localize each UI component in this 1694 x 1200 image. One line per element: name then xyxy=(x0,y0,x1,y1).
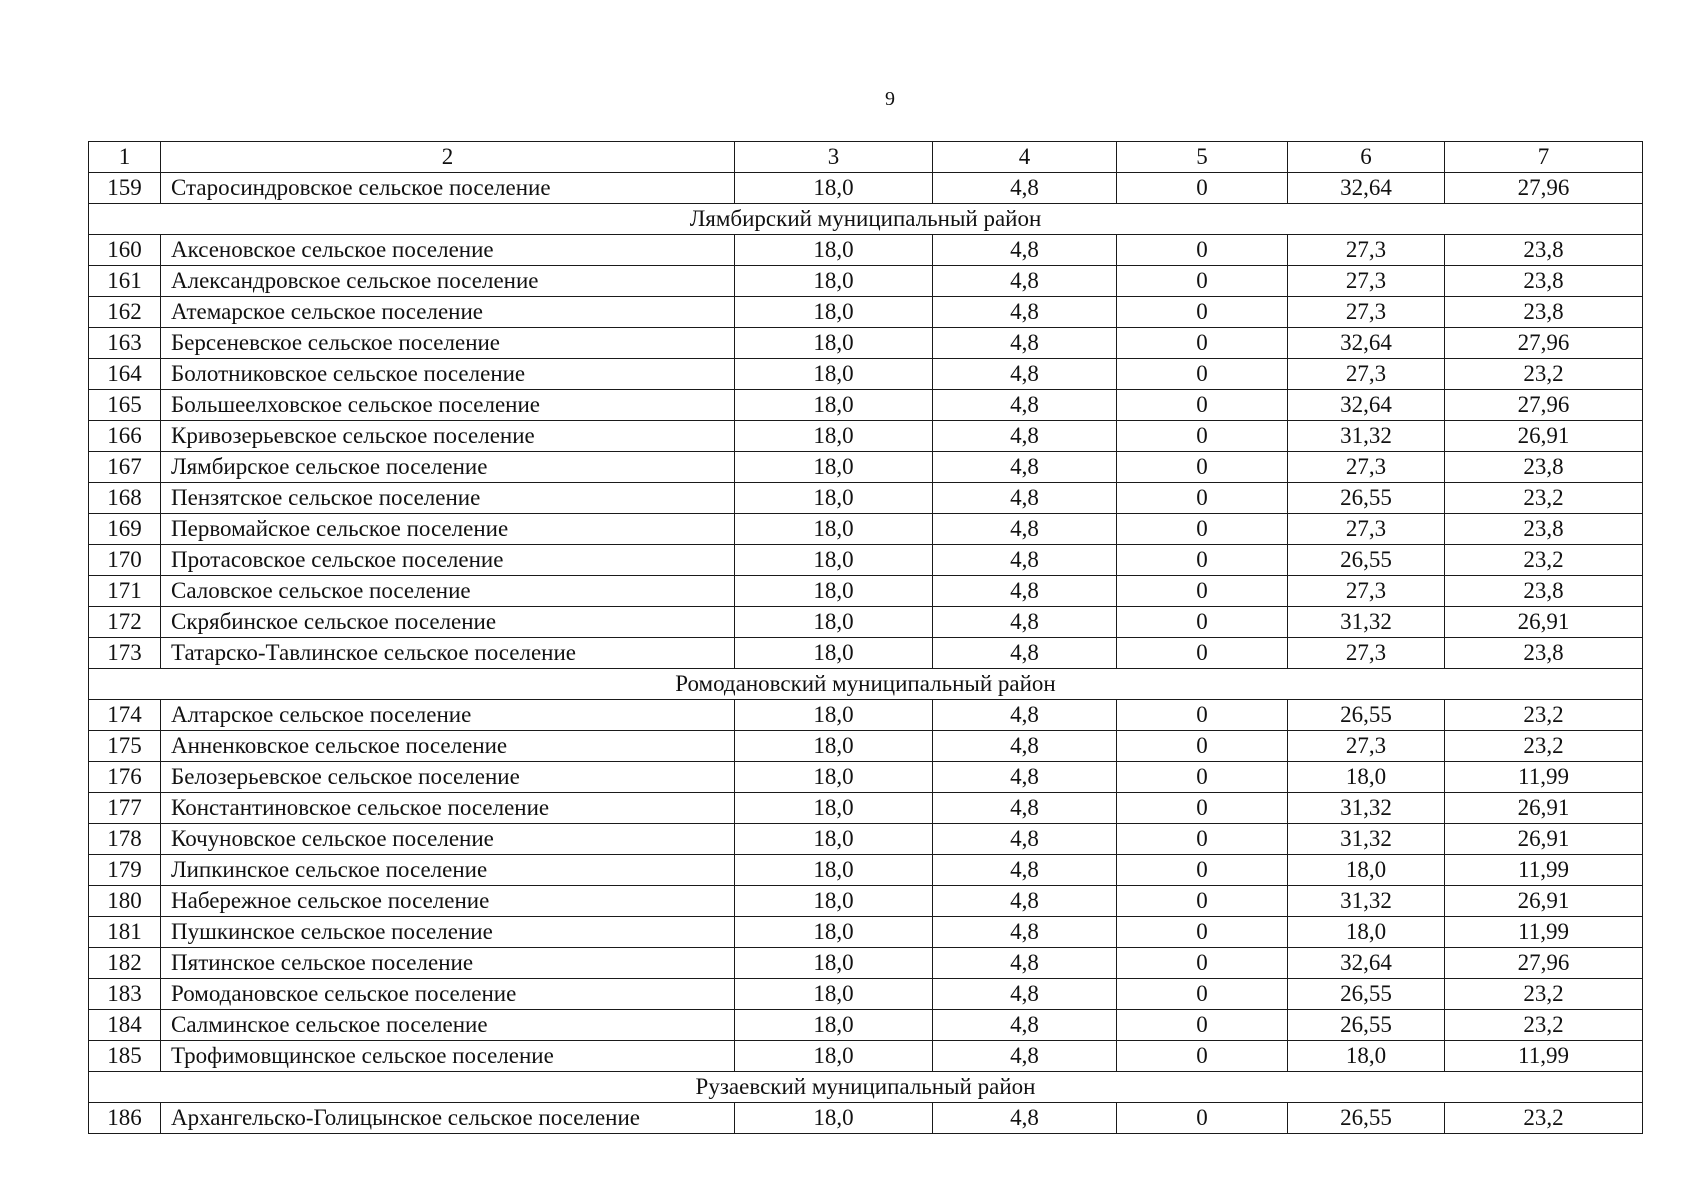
value-cell-col4: 4,8 xyxy=(933,1010,1117,1041)
row-number-cell: 185 xyxy=(89,1041,161,1072)
table-row xyxy=(89,855,1643,886)
settlement-name-cell: Скрябинское сельское поселение xyxy=(161,607,735,638)
value-cell-col6: 31,32 xyxy=(1288,886,1445,917)
value-cell-col5: 0 xyxy=(1117,700,1288,731)
settlements-table xyxy=(88,141,1643,1134)
settlement-name-cell: Старосиндровское сельское поселение xyxy=(161,173,735,204)
value-cell-col4: 4,8 xyxy=(933,731,1117,762)
value-cell-col5: 0 xyxy=(1117,607,1288,638)
settlement-name-cell: Татарско-Тавлинское сельское поселение xyxy=(161,638,735,669)
value-cell-col6: 31,32 xyxy=(1288,607,1445,638)
value-cell-col3: 18,0 xyxy=(735,421,933,452)
row-number-cell: 163 xyxy=(89,328,161,359)
value-cell-col3: 18,0 xyxy=(735,390,933,421)
header-cell: 1 xyxy=(89,142,161,173)
value-cell-col4: 4,8 xyxy=(933,266,1117,297)
value-cell-col5: 0 xyxy=(1117,483,1288,514)
value-cell-col5: 0 xyxy=(1117,235,1288,266)
row-number-cell: 181 xyxy=(89,917,161,948)
value-cell-col4: 4,8 xyxy=(933,855,1117,886)
settlement-name-cell: Набережное сельское поселение xyxy=(161,886,735,917)
row-number-cell: 159 xyxy=(89,173,161,204)
table-row xyxy=(89,700,1643,731)
table-row xyxy=(89,979,1643,1010)
value-cell-col3: 18,0 xyxy=(735,452,933,483)
value-cell-col5: 0 xyxy=(1117,173,1288,204)
value-cell-col3: 18,0 xyxy=(735,266,933,297)
row-number-cell: 174 xyxy=(89,700,161,731)
row-number-cell: 162 xyxy=(89,297,161,328)
settlement-name-cell: Александровское сельское поселение xyxy=(161,266,735,297)
table-row xyxy=(89,452,1643,483)
row-number-cell: 178 xyxy=(89,824,161,855)
district-title: Рузаевский муниципальный район xyxy=(89,1072,1643,1103)
value-cell-col4: 4,8 xyxy=(933,979,1117,1010)
value-cell-col3: 18,0 xyxy=(735,607,933,638)
value-cell-col4: 4,8 xyxy=(933,824,1117,855)
value-cell-col6: 18,0 xyxy=(1288,1041,1445,1072)
table-row xyxy=(89,886,1643,917)
value-cell-col4: 4,8 xyxy=(933,514,1117,545)
value-cell-col3: 18,0 xyxy=(735,1103,933,1134)
value-cell-col3: 18,0 xyxy=(735,793,933,824)
value-cell-col4: 4,8 xyxy=(933,607,1117,638)
settlement-name-cell: Лямбирское сельское поселение xyxy=(161,452,735,483)
value-cell-col7: 27,96 xyxy=(1445,390,1643,421)
settlement-name-cell: Липкинское сельское поселение xyxy=(161,855,735,886)
settlement-name-cell: Первомайское сельское поселение xyxy=(161,514,735,545)
header-cell: 7 xyxy=(1445,142,1643,173)
value-cell-col7: 23,2 xyxy=(1445,1103,1643,1134)
value-cell-col7: 23,8 xyxy=(1445,576,1643,607)
row-number-cell: 173 xyxy=(89,638,161,669)
table-row xyxy=(89,545,1643,576)
page-number: 9 xyxy=(885,88,895,110)
value-cell-col3: 18,0 xyxy=(735,328,933,359)
table-row xyxy=(89,1103,1643,1134)
district-section-row xyxy=(89,669,1643,700)
value-cell-col5: 0 xyxy=(1117,793,1288,824)
value-cell-col4: 4,8 xyxy=(933,886,1117,917)
value-cell-col3: 18,0 xyxy=(735,886,933,917)
header-cell: 2 xyxy=(161,142,735,173)
value-cell-col7: 11,99 xyxy=(1445,917,1643,948)
value-cell-col4: 4,8 xyxy=(933,359,1117,390)
value-cell-col7: 23,8 xyxy=(1445,638,1643,669)
value-cell-col6: 27,3 xyxy=(1288,731,1445,762)
settlement-name-cell: Алтарское сельское поселение xyxy=(161,700,735,731)
value-cell-col3: 18,0 xyxy=(735,824,933,855)
table-row xyxy=(89,328,1643,359)
value-cell-col5: 0 xyxy=(1117,452,1288,483)
row-number-cell: 183 xyxy=(89,979,161,1010)
value-cell-col3: 18,0 xyxy=(735,483,933,514)
value-cell-col6: 18,0 xyxy=(1288,855,1445,886)
value-cell-col7: 23,8 xyxy=(1445,514,1643,545)
value-cell-col7: 27,96 xyxy=(1445,328,1643,359)
value-cell-col6: 27,3 xyxy=(1288,235,1445,266)
value-cell-col4: 4,8 xyxy=(933,700,1117,731)
value-cell-col5: 0 xyxy=(1117,297,1288,328)
value-cell-col5: 0 xyxy=(1117,638,1288,669)
table-row xyxy=(89,917,1643,948)
settlement-name-cell: Болотниковское сельское поселение xyxy=(161,359,735,390)
row-number-cell: 169 xyxy=(89,514,161,545)
value-cell-col4: 4,8 xyxy=(933,576,1117,607)
table-row xyxy=(89,421,1643,452)
value-cell-col6: 27,3 xyxy=(1288,452,1445,483)
district-section-row xyxy=(89,1072,1643,1103)
value-cell-col3: 18,0 xyxy=(735,979,933,1010)
value-cell-col5: 0 xyxy=(1117,545,1288,576)
value-cell-col6: 32,64 xyxy=(1288,173,1445,204)
settlement-name-cell: Ромодановское сельское поселение xyxy=(161,979,735,1010)
value-cell-col5: 0 xyxy=(1117,421,1288,452)
header-cell: 4 xyxy=(933,142,1117,173)
table-row xyxy=(89,390,1643,421)
settlement-name-cell: Атемарское сельское поселение xyxy=(161,297,735,328)
value-cell-col7: 11,99 xyxy=(1445,1041,1643,1072)
value-cell-col7: 23,8 xyxy=(1445,452,1643,483)
value-cell-col6: 27,3 xyxy=(1288,638,1445,669)
value-cell-col4: 4,8 xyxy=(933,545,1117,576)
table-row xyxy=(89,1010,1643,1041)
value-cell-col6: 27,3 xyxy=(1288,359,1445,390)
row-number-cell: 170 xyxy=(89,545,161,576)
value-cell-col5: 0 xyxy=(1117,1010,1288,1041)
value-cell-col7: 23,8 xyxy=(1445,235,1643,266)
value-cell-col6: 26,55 xyxy=(1288,1010,1445,1041)
row-number-cell: 166 xyxy=(89,421,161,452)
value-cell-col6: 31,32 xyxy=(1288,421,1445,452)
value-cell-col3: 18,0 xyxy=(735,514,933,545)
value-cell-col7: 27,96 xyxy=(1445,948,1643,979)
row-number-cell: 167 xyxy=(89,452,161,483)
value-cell-col7: 23,2 xyxy=(1445,731,1643,762)
value-cell-col7: 23,2 xyxy=(1445,1010,1643,1041)
value-cell-col7: 26,91 xyxy=(1445,607,1643,638)
value-cell-col7: 23,8 xyxy=(1445,266,1643,297)
value-cell-col7: 23,2 xyxy=(1445,979,1643,1010)
settlement-name-cell: Берсеневское сельское поселение xyxy=(161,328,735,359)
value-cell-col4: 4,8 xyxy=(933,421,1117,452)
settlement-name-cell: Салминское сельское поселение xyxy=(161,1010,735,1041)
header-cell: 3 xyxy=(735,142,933,173)
value-cell-col3: 18,0 xyxy=(735,576,933,607)
value-cell-col6: 18,0 xyxy=(1288,762,1445,793)
value-cell-col7: 11,99 xyxy=(1445,762,1643,793)
row-number-cell: 165 xyxy=(89,390,161,421)
value-cell-col5: 0 xyxy=(1117,731,1288,762)
value-cell-col3: 18,0 xyxy=(735,1041,933,1072)
value-cell-col5: 0 xyxy=(1117,514,1288,545)
value-cell-col5: 0 xyxy=(1117,979,1288,1010)
value-cell-col5: 0 xyxy=(1117,576,1288,607)
value-cell-col5: 0 xyxy=(1117,266,1288,297)
settlement-name-cell: Аксеновское сельское поселение xyxy=(161,235,735,266)
value-cell-col4: 4,8 xyxy=(933,328,1117,359)
row-number-cell: 168 xyxy=(89,483,161,514)
value-cell-col4: 4,8 xyxy=(933,917,1117,948)
table-row xyxy=(89,297,1643,328)
settlement-name-cell: Трофимовщинское сельское поселение xyxy=(161,1041,735,1072)
row-number-cell: 175 xyxy=(89,731,161,762)
value-cell-col3: 18,0 xyxy=(735,700,933,731)
header-cell: 6 xyxy=(1288,142,1445,173)
settlement-name-cell: Большеелховское сельское поселение xyxy=(161,390,735,421)
value-cell-col7: 23,8 xyxy=(1445,297,1643,328)
settlement-name-cell: Белозерьевское сельское поселение xyxy=(161,762,735,793)
district-title: Ромодановский муниципальный район xyxy=(89,669,1643,700)
row-number-cell: 164 xyxy=(89,359,161,390)
row-number-cell: 161 xyxy=(89,266,161,297)
value-cell-col5: 0 xyxy=(1117,390,1288,421)
value-cell-col7: 23,2 xyxy=(1445,359,1643,390)
table-row xyxy=(89,731,1643,762)
value-cell-col4: 4,8 xyxy=(933,297,1117,328)
value-cell-col4: 4,8 xyxy=(933,793,1117,824)
value-cell-col7: 27,96 xyxy=(1445,173,1643,204)
value-cell-col6: 26,55 xyxy=(1288,1103,1445,1134)
value-cell-col6: 26,55 xyxy=(1288,545,1445,576)
header-cell: 5 xyxy=(1117,142,1288,173)
value-cell-col6: 26,55 xyxy=(1288,483,1445,514)
value-cell-col3: 18,0 xyxy=(735,855,933,886)
value-cell-col6: 26,55 xyxy=(1288,700,1445,731)
table-row xyxy=(89,235,1643,266)
table-row xyxy=(89,266,1643,297)
table-row xyxy=(89,762,1643,793)
row-number-cell: 171 xyxy=(89,576,161,607)
value-cell-col3: 18,0 xyxy=(735,762,933,793)
value-cell-col3: 18,0 xyxy=(735,1010,933,1041)
value-cell-col3: 18,0 xyxy=(735,235,933,266)
row-number-cell: 179 xyxy=(89,855,161,886)
value-cell-col4: 4,8 xyxy=(933,235,1117,266)
value-cell-col6: 18,0 xyxy=(1288,917,1445,948)
value-cell-col3: 18,0 xyxy=(735,948,933,979)
value-cell-col6: 31,32 xyxy=(1288,824,1445,855)
table-body xyxy=(89,142,1643,1134)
value-cell-col7: 23,2 xyxy=(1445,483,1643,514)
value-cell-col4: 4,8 xyxy=(933,638,1117,669)
value-cell-col7: 23,2 xyxy=(1445,545,1643,576)
settlement-name-cell: Константиновское сельское поселение xyxy=(161,793,735,824)
settlement-name-cell: Анненковское сельское поселение xyxy=(161,731,735,762)
value-cell-col5: 0 xyxy=(1117,762,1288,793)
value-cell-col6: 27,3 xyxy=(1288,266,1445,297)
district-section-row xyxy=(89,204,1643,235)
value-cell-col3: 18,0 xyxy=(735,731,933,762)
row-number-cell: 160 xyxy=(89,235,161,266)
value-cell-col5: 0 xyxy=(1117,359,1288,390)
value-cell-col7: 23,2 xyxy=(1445,700,1643,731)
table-row xyxy=(89,483,1643,514)
settlement-name-cell: Протасовское сельское поселение xyxy=(161,545,735,576)
value-cell-col6: 32,64 xyxy=(1288,390,1445,421)
row-number-cell: 180 xyxy=(89,886,161,917)
value-cell-col4: 4,8 xyxy=(933,948,1117,979)
value-cell-col3: 18,0 xyxy=(735,545,933,576)
settlement-name-cell: Кочуновское сельское поселение xyxy=(161,824,735,855)
row-number-cell: 182 xyxy=(89,948,161,979)
settlement-name-cell: Саловское сельское поселение xyxy=(161,576,735,607)
value-cell-col4: 4,8 xyxy=(933,390,1117,421)
district-title: Лямбирский муниципальный район xyxy=(89,204,1643,235)
value-cell-col4: 4,8 xyxy=(933,1041,1117,1072)
value-cell-col4: 4,8 xyxy=(933,173,1117,204)
table-row xyxy=(89,824,1643,855)
table-row xyxy=(89,1041,1643,1072)
table-row xyxy=(89,359,1643,390)
value-cell-col5: 0 xyxy=(1117,948,1288,979)
value-cell-col6: 27,3 xyxy=(1288,297,1445,328)
row-number-cell: 172 xyxy=(89,607,161,638)
value-cell-col6: 32,64 xyxy=(1288,328,1445,359)
value-cell-col7: 26,91 xyxy=(1445,793,1643,824)
settlement-name-cell: Архангельско-Голицынское сельское поселение xyxy=(161,1103,735,1134)
value-cell-col3: 18,0 xyxy=(735,359,933,390)
value-cell-col7: 26,91 xyxy=(1445,824,1643,855)
value-cell-col4: 4,8 xyxy=(933,452,1117,483)
value-cell-col5: 0 xyxy=(1117,328,1288,359)
settlement-name-cell: Пушкинское сельское поселение xyxy=(161,917,735,948)
table-row xyxy=(89,173,1643,204)
value-cell-col5: 0 xyxy=(1117,824,1288,855)
row-number-cell: 184 xyxy=(89,1010,161,1041)
table-header-row xyxy=(89,142,1643,173)
value-cell-col5: 0 xyxy=(1117,1103,1288,1134)
value-cell-col5: 0 xyxy=(1117,1041,1288,1072)
settlement-name-cell: Пензятское сельское поселение xyxy=(161,483,735,514)
table-row xyxy=(89,576,1643,607)
value-cell-col5: 0 xyxy=(1117,855,1288,886)
table-row xyxy=(89,793,1643,824)
settlement-name-cell: Пятинское сельское поселение xyxy=(161,948,735,979)
value-cell-col7: 26,91 xyxy=(1445,886,1643,917)
settlement-name-cell: Кривозерьевское сельское поселение xyxy=(161,421,735,452)
value-cell-col6: 31,32 xyxy=(1288,793,1445,824)
value-cell-col7: 26,91 xyxy=(1445,421,1643,452)
row-number-cell: 177 xyxy=(89,793,161,824)
value-cell-col6: 27,3 xyxy=(1288,576,1445,607)
value-cell-col3: 18,0 xyxy=(735,297,933,328)
value-cell-col4: 4,8 xyxy=(933,762,1117,793)
value-cell-col3: 18,0 xyxy=(735,917,933,948)
row-number-cell: 176 xyxy=(89,762,161,793)
value-cell-col5: 0 xyxy=(1117,917,1288,948)
value-cell-col6: 27,3 xyxy=(1288,514,1445,545)
value-cell-col6: 32,64 xyxy=(1288,948,1445,979)
table-row xyxy=(89,514,1643,545)
value-cell-col7: 11,99 xyxy=(1445,855,1643,886)
value-cell-col4: 4,8 xyxy=(933,483,1117,514)
value-cell-col6: 26,55 xyxy=(1288,979,1445,1010)
row-number-cell: 186 xyxy=(89,1103,161,1134)
value-cell-col3: 18,0 xyxy=(735,173,933,204)
table-row xyxy=(89,638,1643,669)
value-cell-col4: 4,8 xyxy=(933,1103,1117,1134)
table-row xyxy=(89,948,1643,979)
value-cell-col5: 0 xyxy=(1117,886,1288,917)
table-row xyxy=(89,607,1643,638)
value-cell-col3: 18,0 xyxy=(735,638,933,669)
